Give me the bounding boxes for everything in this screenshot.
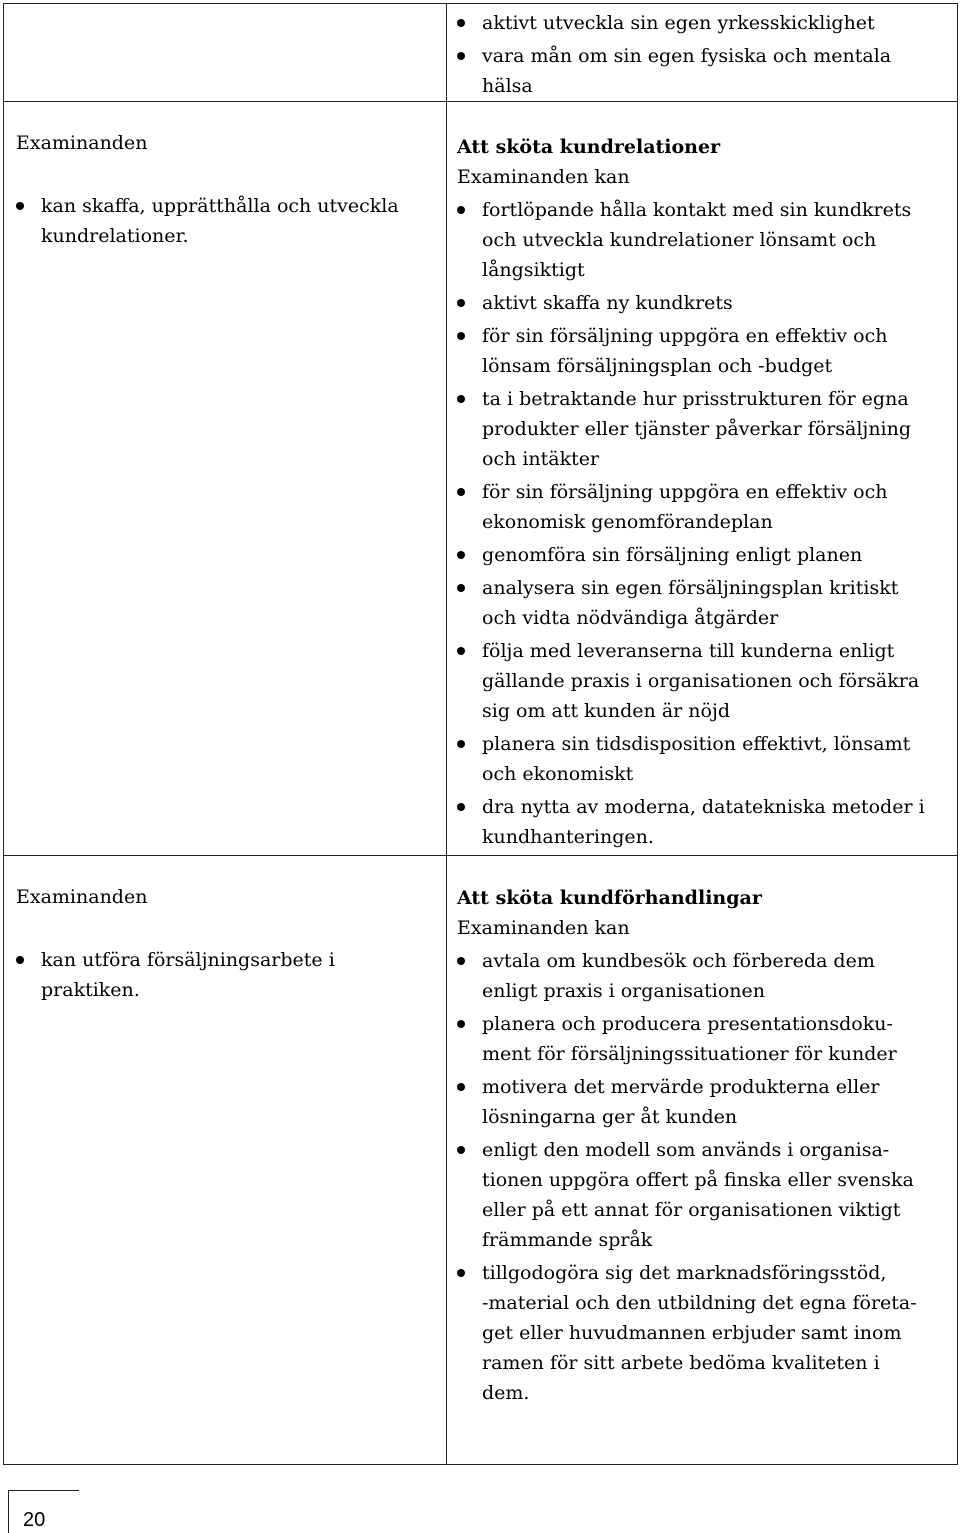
bullet-text-line: enligt praxis i organisationen <box>482 980 766 1002</box>
bullet-item <box>457 1072 957 1132</box>
top-row-right-cell <box>447 8 957 104</box>
row1-right-cell <box>447 132 957 855</box>
bullet-text-line: dem. <box>482 1382 530 1404</box>
row2-left-cell <box>4 882 446 1008</box>
bullet-text-line: kan utföra försäljningsarbete i <box>41 949 335 971</box>
row2-heading: Att sköta kundförhandlingar <box>457 887 762 909</box>
bullet-text-line: och vidta nödvändiga åtgärder <box>482 607 779 629</box>
bullet-icon <box>457 803 465 811</box>
bullet-text-line: dra nytta av moderna, datatekniska metoder i <box>482 796 925 818</box>
bullet-item <box>457 321 957 381</box>
bullet-icon <box>16 956 24 964</box>
bullet-text-line: för sin försäljning uppgöra en effektiv och <box>482 325 888 347</box>
bullet-text-line: följa med leveranserna till kunderna enligt <box>482 640 895 662</box>
bullet-item <box>16 191 446 251</box>
bullet-icon <box>457 551 465 559</box>
bullet-icon <box>457 1146 465 1154</box>
bullet-item <box>457 41 957 101</box>
bullet-text-line: planera sin tidsdisposition effektivt, lönsamt <box>482 733 911 755</box>
row1-left-cell <box>4 128 446 254</box>
bullet-icon <box>457 584 465 592</box>
bullet-text-line: -material och den utbildning det egna företa- <box>482 1292 917 1314</box>
bullet-text-line: vara mån om sin egen fysiska och mentala <box>482 45 892 67</box>
bullet-item <box>457 573 957 633</box>
bullet-icon <box>457 1020 465 1028</box>
bullet-text-line: kan skaffa, upprätthålla och utveckla <box>41 195 399 217</box>
bullet-text-line: tillgodogöra sig det marknadsföringsstöd, <box>482 1262 887 1284</box>
bullet-text-line: eller på ett annat för organisationen viktigt <box>482 1199 901 1221</box>
bullet-text-line: fortlöpande hålla kontakt med sin kundkrets <box>482 199 912 221</box>
bullet-text-line: och intäkter <box>482 448 600 470</box>
bullet-text-line: planera och producera presentationsdoku- <box>482 1013 893 1035</box>
bullet-icon <box>457 299 465 307</box>
row-divider <box>4 855 957 856</box>
bullet-text-line: kundrelationer. <box>41 225 189 247</box>
bullet-item <box>16 945 446 1005</box>
bullet-text-line: ta i betraktande hur prisstrukturen för egna <box>482 388 909 410</box>
bullet-item <box>457 8 957 38</box>
bullet-text-line: tionen uppgöra offert på finska eller svenska <box>482 1169 914 1191</box>
bullet-text-line: avtala om kundbesök och förbereda dem <box>482 950 875 972</box>
row1-heading: Att sköta kundrelationer <box>457 136 721 158</box>
bullet-item <box>457 792 957 852</box>
criteria-table <box>3 3 958 1465</box>
bullet-item <box>457 1009 957 1069</box>
page-number: 20 <box>23 1509 46 1531</box>
bullet-text-line: långsiktigt <box>482 259 585 281</box>
bullet-icon <box>457 52 465 60</box>
bullet-icon <box>16 202 24 210</box>
bullet-item <box>457 1135 957 1255</box>
bullet-text-line: praktiken. <box>41 979 140 1001</box>
row2-left-intro: Examinanden <box>16 886 148 908</box>
bullet-icon <box>457 647 465 655</box>
bullet-item <box>457 477 957 537</box>
bullet-text-line: ment för försäljningssituationer för kunder <box>482 1043 897 1065</box>
bullet-text-line: ramen för sitt arbete bedöma kvaliteten i <box>482 1352 880 1374</box>
row1-bullet-list <box>457 195 957 852</box>
bullet-text-line: enligt den modell som används i organisa- <box>482 1139 890 1161</box>
bullet-item <box>457 384 957 474</box>
row2-bullet-list <box>457 946 957 1408</box>
bullet-text-line: för sin försäljning uppgöra en effektiv och <box>482 481 888 503</box>
bullet-text-line: ekonomisk genomförandeplan <box>482 511 773 533</box>
bullet-text-line: gällande praxis i organisationen och försäkra <box>482 670 920 692</box>
top-row-bullet-list <box>457 8 957 101</box>
row1-left-bullet-list <box>16 191 446 251</box>
row2-left-bullet-list <box>16 945 446 1005</box>
bullet-text-line: aktivt skaffa ny kundkrets <box>482 292 733 314</box>
bullet-icon <box>457 957 465 965</box>
bullet-text-line: kundhanteringen. <box>482 826 654 848</box>
bullet-text-line: aktivt utveckla sin egen yrkesskicklighet <box>482 12 875 34</box>
bullet-icon <box>457 395 465 403</box>
bullet-text-line: get eller huvudmannen erbjuder samt inom <box>482 1322 902 1344</box>
bullet-icon <box>457 488 465 496</box>
bullet-icon <box>457 19 465 27</box>
row1-subheading: Examinanden kan <box>457 166 630 188</box>
bullet-text-line: lösningarna ger åt kunden <box>482 1106 738 1128</box>
bullet-text-line: motivera det mervärde produkterna eller <box>482 1076 880 1098</box>
bullet-icon <box>457 1083 465 1091</box>
bullet-text-line: och ekonomiskt <box>482 763 634 785</box>
bullet-text-line: främmande språk <box>482 1229 653 1251</box>
bullet-item <box>457 540 957 570</box>
bullet-icon <box>457 740 465 748</box>
bullet-item <box>457 636 957 726</box>
bullet-text-line: och utveckla kundrelationer lönsamt och <box>482 229 877 251</box>
bullet-icon <box>457 206 465 214</box>
row2-subheading: Examinanden kan <box>457 917 630 939</box>
bullet-text-line: analysera sin egen försäljningsplan kritiskt <box>482 577 899 599</box>
bullet-item <box>457 195 957 285</box>
bullet-icon <box>457 1269 465 1277</box>
bullet-text-line: lönsam försäljningsplan och -budget <box>482 355 833 377</box>
bullet-text-line: genomföra sin försäljning enligt planen <box>482 544 863 566</box>
bullet-item <box>457 729 957 789</box>
bullet-text-line: produkter eller tjänster påverkar försäljning <box>482 418 912 440</box>
bullet-item <box>457 288 957 318</box>
bullet-icon <box>457 332 465 340</box>
bullet-text-line: sig om att kunden är nöjd <box>482 700 731 722</box>
bullet-item <box>457 946 957 1006</box>
row2-right-cell <box>447 883 957 1411</box>
bullet-text-line: hälsa <box>482 75 533 97</box>
row1-left-intro: Examinanden <box>16 132 148 154</box>
page-number-box <box>8 1490 79 1533</box>
bullet-item <box>457 1258 957 1408</box>
